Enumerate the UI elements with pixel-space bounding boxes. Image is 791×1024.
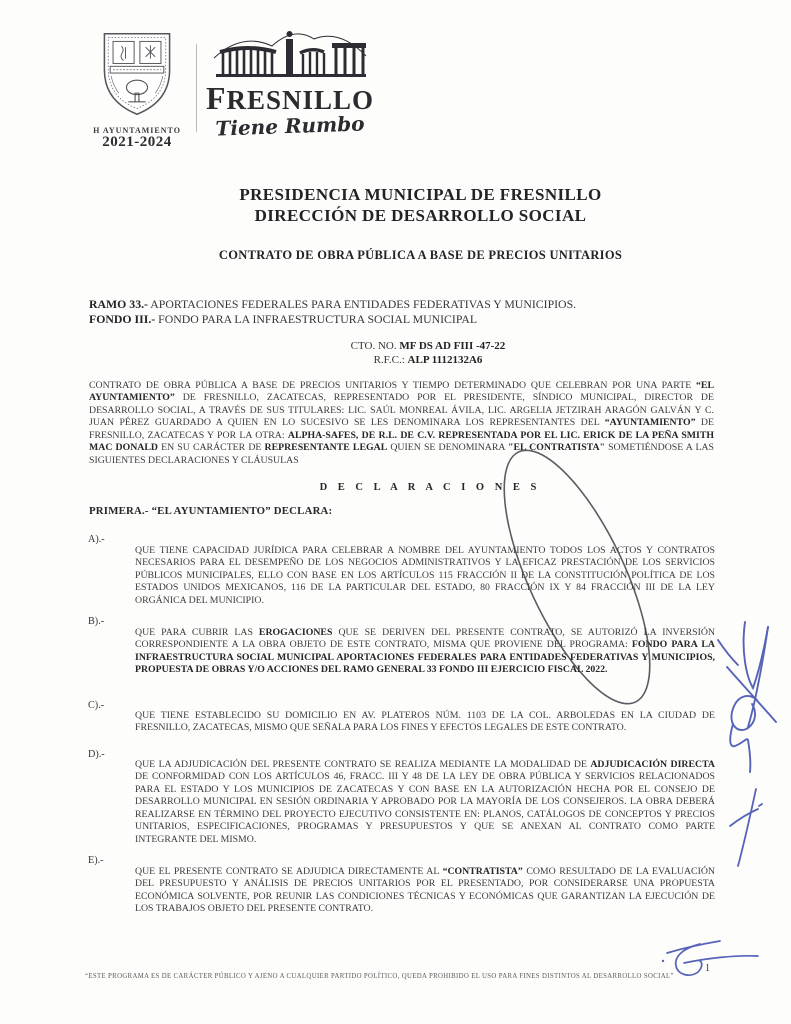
- intro-run: ALPHA-SAFES, DE R.L. DE C.V. REPRESENTADA POR EL LIC. ERICK DE LA PEÑA SMITH MAC DONALD: [89, 429, 714, 454]
- item-run: “CONTRATISTA”: [442, 866, 523, 877]
- intro-run: CONTRATO DE OBRA PÚBLICA A BASE DE PRECIOS UNITARIOS Y TIEMPO DETERMINADO QUE CELEBRAN POR UNA PARTE: [89, 380, 697, 391]
- intro-run: QUIEN SE DENOMINARA: [387, 442, 509, 454]
- crest-years: 2021-2024: [102, 134, 172, 150]
- contract-reference: [65, 340, 791, 367]
- brand-name: FRESNILLO: [205, 81, 375, 116]
- item-paragraph-e: [135, 866, 715, 916]
- fondo-label: FONDO III.-: [89, 312, 156, 326]
- ramo-text: APORTACIONES FEDERALES PARA ENTIDADES FEDERATIVAS Y MUNICIPIOS.: [147, 297, 577, 311]
- intro-run: EN SU CARÁCTER DE: [157, 442, 265, 454]
- pen-cross-annotation: [730, 789, 762, 866]
- contract-number-line: [65, 340, 791, 354]
- item-paragraph-b: [135, 627, 715, 677]
- contract-type-subtitle: CONTRATO DE OBRA PÚBLICA A BASE DE PRECIOS UNITARIOS: [218, 248, 623, 262]
- contract-number-label: CTO. NO.: [350, 340, 400, 352]
- primera-heading: PRIMERA.- “EL AYUNTAMIENTO” DECLARA:: [89, 505, 333, 517]
- municipal-crest: [84, 28, 190, 151]
- contract-number-value: MF DS AD FIII -47-22: [399, 340, 506, 352]
- program-block: [89, 297, 729, 327]
- document-title: [25, 184, 791, 226]
- brand-logo: [202, 26, 378, 141]
- item-letter-b: B).-: [88, 616, 105, 627]
- ramo-label: RAMO 33.-: [89, 297, 148, 311]
- item-run: QUE TIENE CAPACIDAD JURÍDICA PARA CELEBRAR A NOMBRE DEL AYUNTAMIENTO TODOS LOS ACTOS Y CONTRATOS NECESARIOS PARA EL DESEMPEÑO DE LOS NEGOCIOS ADMINISTRATIVOS Y LA EFICAZ PRESTACIÓN DE LOS SERVICIOS PÚBLICOS MUNICIPALES, ELLO CON BASE EN LOS ARTÍCULOS 115 FRACCIÓN II DE LA CONSTITUCIÓN POLÍTICA DE LOS ESTADOS UNIDOS MEXICANOS, 116 DE LA PARTICULAR DEL ESTADO, 80 FRACCIÓN IX Y 84 FRACCIÓN III DE LA LEY ORGÁNICA DEL MUNICIPIO.: [135, 545, 715, 606]
- item-letter-c: C).-: [88, 700, 105, 711]
- rfc-value: ALP 1112132A6: [407, 353, 483, 366]
- intro-run: DE FRESNILLO, ZACATECAS, REPRESENTADO POR EL PRESIDENTE, SÍNDICO MUNICIPAL, DIRECTOR DE DESARROLLO SOCIAL, A TRAVÉS DE SUS TITULARES: LIC. SAÚL MONREAL ÁVILA, LIC. ARGELIA JETZIRAH ARAGÓN GALVÁN Y C. JUAN PÉREZ GUARDADO A QUIEN EN LO SUCESIVO SE LES DENOMINARA LOS REPRESENTANTES DEL: [89, 392, 714, 429]
- item-run: COMO RESULTADO DE LA EVALUACIÓN DEL PRESUPUESTO Y ANÁLISIS DE PRECIOS UNITARIOS POR EL PRESENTADO, POR CONSIDERARSE UNA PROPUESTA ECONÓMICA SOLVENTE, POR REUNIR LAS CONDICIONES TÉCNICAS Y ECONÓMICAS QUE GARANTIZAN LA EJECUCIÓN DE LOS TRABAJOS OBJETO DEL PRESENTE CONTRATO.: [135, 866, 715, 915]
- declarations-heading: D E C L A R A C I O N E S: [319, 482, 541, 493]
- item-run: FONDO PARA LA INFRAESTRUCTURA SOCIAL MUNICIPAL APORTACIONES FEDERALES PARA ENTIDADES FEDERATIVAS Y MUNICIPIOS, PROPUESTA DE OBRAS Y/O ACCIONES DEL RAMO GENERAL 33 FONDO III EJERCICIO FISCAL 2022.: [135, 639, 715, 676]
- item-run: QUE LA ADJUDICACIÓN DEL PRESENTE CONTRATO SE REALIZA MEDIANTE LA MODALIDAD DE: [135, 759, 591, 770]
- rfc-label: R.F.C.:: [373, 353, 408, 366]
- ramo-line: [89, 297, 729, 312]
- crest-caption: H AYUNTAMIENTO: [93, 126, 181, 135]
- item-run: QUE PARA CUBRIR LAS: [135, 627, 259, 638]
- item-letter-e: E).-: [88, 855, 104, 866]
- intro-run: “EL AYUNTAMIENTO”: [89, 380, 714, 404]
- signature-scribble-annotation: [718, 622, 776, 772]
- title-line-1: PRESIDENCIA MUNICIPAL DE FRESNILLO: [239, 185, 602, 204]
- intro-run: REPRESENTANTE LEGAL: [264, 442, 388, 454]
- item-run: DE CONFORMIDAD CON LOS ARTÍCULOS 46, FRACC. III Y 48 DE LA LEY DE OBRA PÚBLICA Y SERVICIOS RELACIONADOS PARA EL ESTADO Y LOS MUNICIPIOS DE ZACATECAS Y CON BASE EN LA AUTORIZACIÓN HECHA POR EL CONSEJO DE DESARROLLO MUNICIPAL EN SESIÓN ORDINARIA Y APROBADO POR LA MAYORÍA DE LOS CONSEJEROS. LA OBRA DEBERÁ REALIZARSE EN TÉRMINO DEL PROYECTO EJECUTIVO CONSISTENTE EN: PLANOS, CATÁLOGOS DE CONCEPTOS Y PRECIOS UNITARIOS, ESPECIFICACIONES, PROGRAMAS Y PRESUPUESTOS Y QUE SE ANEXAN AL CONTRATO COMO PARTE INTEGRANTE DEL MISMO.: [135, 771, 715, 845]
- item-run: QUE EL PRESENTE CONTRATO SE ADJUDICA DIRECTAMENTE AL: [135, 866, 443, 877]
- item-run: QUE TIENE ESTABLECIDO SU DOMICILIO EN AV. PLATEROS NÚM. 1103 DE LA COL. ARBOLEDAS EN LA CIUDAD DE FRESNILLO, ZACATECAS, MISMO QUE SEÑALA PARA LOS FINES Y EFECTOS LEGALES DE ESTE CONTRATO.: [135, 710, 715, 734]
- item-paragraph-c: [135, 710, 715, 735]
- intro-run: DE FRESNILLO, ZACATECAS Y POR LA OTRA:: [89, 417, 714, 441]
- intro-paragraph: [89, 380, 714, 467]
- item-run: ADJUDICACIÓN DIRECTA: [590, 759, 715, 770]
- intro-run: SOMETIÉNDOSE A LAS SIGUIENTES DECLARACIONES Y CLÁUSULAS: [89, 442, 714, 466]
- item-letter-a: A).-: [88, 534, 105, 545]
- page-number: 1: [705, 963, 710, 974]
- intro-run: “AYUNTAMIENTO”: [604, 417, 696, 429]
- kiosk-skyline-icon: [208, 26, 372, 80]
- item-run: QUE SE DERIVEN DEL PRESENTE CONTRATO, SE AUTORIZÓ LA INVERSIÓN CORRESPONDIENTE A LA OBRA OBJETO DE ESTE CONTRATO, MISMA QUE PROVIENE DEL PROGRAMA:: [135, 627, 715, 651]
- item-letter-d: D).-: [88, 749, 105, 760]
- intro-run: "EL CONTRATISTA": [508, 442, 605, 454]
- item-run: EROGACIONES: [258, 627, 333, 638]
- brand-tagline: Tiene Rumbo: [215, 111, 365, 141]
- item-paragraph-a: [135, 545, 715, 607]
- rfc-line: [65, 354, 791, 368]
- crest-shield-icon: [95, 28, 179, 120]
- fondo-text: FONDO PARA LA INFRAESTRUCTURA SOCIAL MUNICIPAL: [155, 312, 478, 326]
- title-line-2: DIRECCIÓN DE DESARROLLO SOCIAL: [254, 206, 587, 225]
- footer-disclaimer: “ESTE PROGRAMA ES DE CARÁCTER PÚBLICO Y AJENO A CUALQUIER PARTIDO POLÍTICO, QUEDA PROHIBIDO EL USO PARA FINES DISTINTOS AL DESARROLLO SOCIAL”: [85, 973, 674, 980]
- fondo-line: [89, 312, 729, 327]
- item-paragraph-d: [135, 759, 715, 846]
- logo-divider: [196, 44, 197, 132]
